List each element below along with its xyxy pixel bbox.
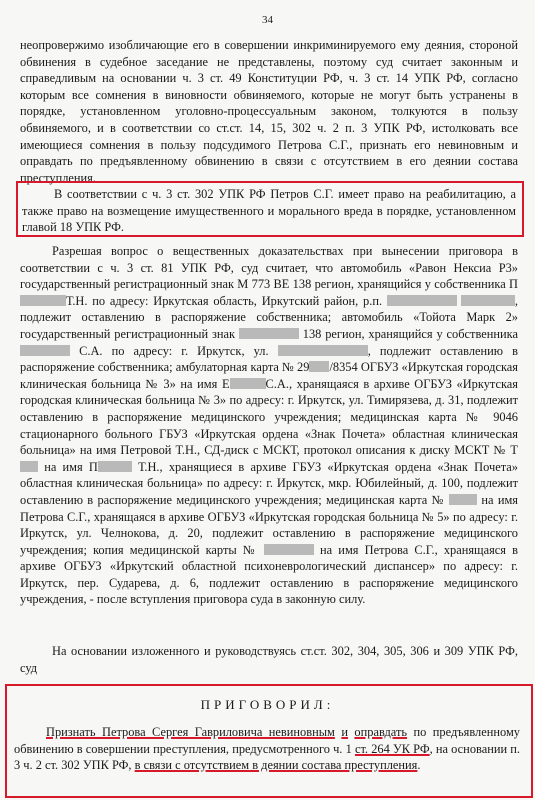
verdict-and: и — [341, 725, 348, 739]
verdict-underline-acquitted: Признать Петрова Сергея Гавриловича невиновным — [46, 725, 335, 739]
page-number: 34 — [262, 14, 273, 26]
paragraph-verdict: Признать Петрова Сергея Гавриловича невиновным и оправдать по предъявленному обвинению в совершении преступления, предусмотренного ч. 1 ст. 264 УК РФ, на основании п. 3 ч. 2 ст. 302 УПК РФ, в связи с отсутствием в деянии состава преступления. — [14, 725, 520, 773]
redaction — [387, 295, 457, 306]
redaction — [98, 461, 132, 472]
redaction — [278, 345, 368, 356]
paragraph-evidence: Разрешая вопрос о вещественных доказательствах при вынесении приговора в соответствии с ч. 3 ст. 81 УПК РФ, суд считает, что автомобиль «Равон Нексиа Р3» государственный регистрационный знак М 773 ВЕ 138 регион, хранящийся у собственника ПТ.Н. по адресу: Иркутская область, Иркутский район, р.п. , подлежит оставлению в распоряжение собственника; автомобиль «Тойота Марк 2» государственный регистрационный знак 138 регион, хранящийся у собственника С.А. по адресу: г. Иркутск, ул. , подлежит оставлению в распоряжение собственника; амбулаторная карта № 29 /8354 ОГБУЗ «Иркутская городская клиническая больница № 3» на имя Е С.А., хранящаяся в архиве ОГБУЗ «Иркутская городская клиническая больница № 3» по адресу: г. Иркутск, ул. Тимирязева, д. 31, подлежит оставлению в распоряжение медицинского учреждения; медицинская карта № 9046 стационарного больного ГБУЗ «Иркутская ордена «Знак Почета» областная клиническая больница» на имя Петровой Т.Н., СД-диск с МСКТ, протокол описания к диску МСКТ № Т на имя П Т.Н., хранящиеся в архиве ГБУЗ «Иркутская ордена «Знак Почета» областная клиническая больница» по адресу: г. Иркутск, мкр. Юбилейный, д. 100, подлежит оставлению в распоряжение медицинского учреждения; медицинская карта № на имя Петрова С.Г., хранящаяся в архиве ОГБУЗ «Иркутская городская больница № 5» по адресу: г. Иркутск, ул. Челнокова, д. 20, подлежит оставлению в распоряжение медицинского учреждения; копия медицинской карты № на имя Петрова С.Г., хранящаяся в архиве ОГБУЗ «Иркутский областной психоневрологический диспансер» по адресу: г. Иркутск, пер. Сударева, д. 6, подлежит оставлению в распоряжение медицинского учреждения, - после вступления приговора суда в законную силу. — [20, 244, 519, 607]
verdict-underline-article: ст. 264 УК РФ — [354, 741, 430, 756]
paragraph-acquittal-reasoning: неопровержимо изобличающие его в совершении инкриминируемого ему деяния, стороной обвинения в судебное заседание не представлены, поэтому суд считает законным и справедливым на основании ч. 3 ст. 49 Конституции РФ, ч. 3 ст. 14 УПК РФ, согласно которым все сомнения в виновности обвиняемого, которые не могут быть устранены в порядке, установленном уголовно-процессуальным законом, толкуются в пользу обвиняемого, и в соответствии со ст.ст. 14, 15, 302 ч. 2 п. 3 УПК РФ, истолковать все имеющиеся сомнения в пользу подсудимого Петрова С.Г., признать его невиновным и оправдать по предъявленному обвинению в связи с отсутствием в его деянии состава преступления. — [20, 38, 518, 185]
redaction — [309, 361, 329, 372]
redaction — [239, 328, 299, 339]
redaction — [461, 295, 515, 306]
paragraph-rehabilitation: В соответствии с ч. 3 ст. 302 УПК РФ Петров С.Г. имеет право на реабилитацию, а также право на возмещение имущественного и морального вреда в порядке, установленном главой 18 УПК РФ. — [22, 187, 516, 235]
paragraph-legal-basis: На основании изложенного и руководствуясь ст.ст. 302, 304, 305, 306 и 309 УПК РФ, суд — [20, 644, 518, 675]
redaction — [20, 295, 66, 306]
verdict-underline-acquit: оправдать — [354, 725, 408, 739]
verdict-heading: ПРИГОВОРИЛ: — [200, 697, 335, 712]
redaction — [230, 378, 266, 389]
redaction — [20, 345, 70, 356]
redaction — [264, 544, 314, 555]
verdict-underline-reason: в связи с отсутствием в деянии состава преступления — [134, 758, 418, 773]
redaction — [449, 494, 477, 505]
redaction — [20, 461, 38, 472]
